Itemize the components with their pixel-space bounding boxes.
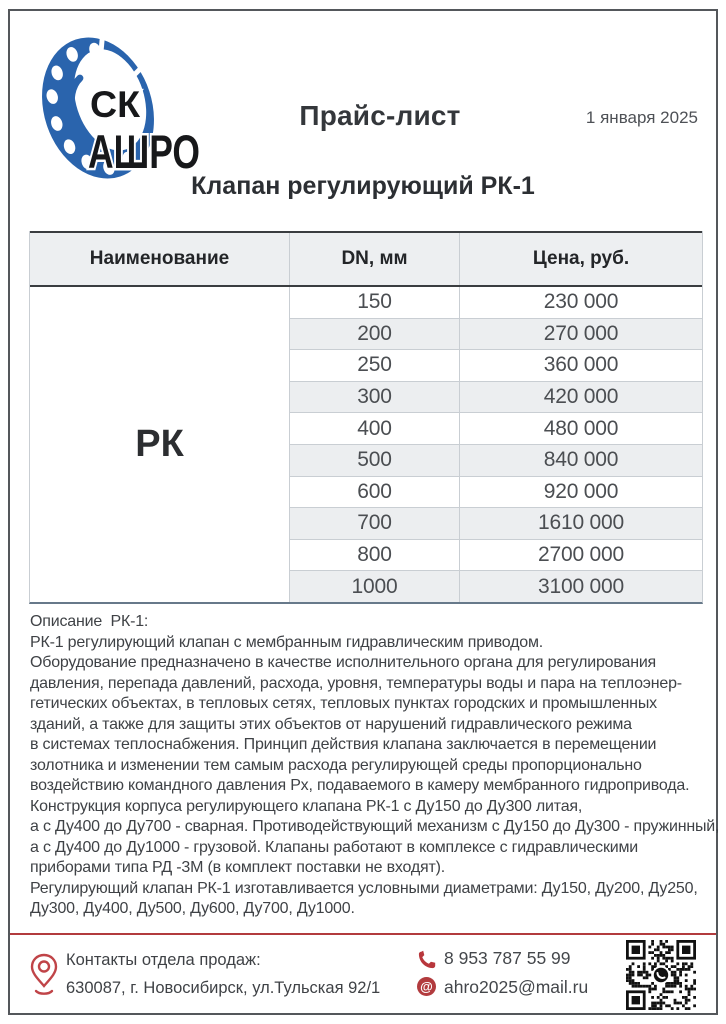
table-row	[290, 477, 702, 509]
price-value: 3100 000	[459, 571, 702, 602]
at-icon: @	[417, 977, 436, 996]
product-heading: Клапан регулирующий РК-1	[191, 172, 535, 200]
dn-value: 150	[357, 290, 392, 314]
dn-value: 500	[357, 448, 392, 472]
description	[30, 612, 719, 920]
contacts-label: Контакты отдела продаж:	[66, 951, 261, 969]
description-line: а с Ду400 до Ду700 - сварная. Противодействующий механизм с Ду150 до Ду300 - пружинный,	[30, 818, 720, 835]
logo-text-line2: АШРО	[88, 125, 200, 178]
price-table	[29, 231, 703, 604]
dn-value: 300	[357, 385, 392, 409]
phone-number: 8 953 787 55 99	[444, 948, 571, 968]
description-line: золотника и изменении тем самым расхода регулирующей среды пропорционально	[30, 756, 642, 774]
dn-value: 700	[357, 511, 392, 535]
qr-code	[626, 940, 696, 1010]
table-row	[290, 319, 702, 351]
logo-text-line1: СК	[90, 84, 141, 125]
description-line: Регулирующий клапан РК-1 изготавливается условными диаметрами: Ду150, Ду200, Ду250,	[30, 879, 698, 897]
column-header-dn: DN, мм	[289, 233, 459, 285]
column-header-price: Цена, руб.	[459, 233, 702, 285]
price-value: 480 000	[459, 413, 702, 444]
price-value: 270 000	[459, 319, 702, 350]
column-header-name: Наименование	[89, 248, 230, 269]
price-value: 2700 000	[459, 540, 702, 571]
description-line: зданий, а также для защиты этих объектов от нарушений гидравлического режима	[30, 715, 632, 733]
table-row	[290, 287, 702, 319]
description-line: приборами типа РД -3М (в комплект поставки не входят).	[30, 859, 445, 876]
price-value: 420 000	[459, 382, 702, 413]
dn-value: 1000	[351, 574, 398, 598]
description-line: Описание РК-1:	[30, 613, 149, 630]
date-label: 1 января 2025	[585, 108, 698, 127]
table-row	[290, 571, 702, 602]
table-row	[290, 382, 702, 414]
location-pin-icon	[28, 952, 60, 1000]
price-value: 360 000	[459, 350, 702, 381]
contacts-address: 630087, г. Новосибирск, ул.Тульская 92/1	[66, 979, 381, 997]
dn-value: 600	[357, 479, 392, 503]
description-line: гетических объектах, в тепловых сетях, тепловых пунктах городских и промышленных	[30, 695, 657, 712]
dn-value: 800	[357, 543, 392, 567]
phone-icon	[417, 950, 437, 970]
footer-divider	[10, 933, 716, 935]
email-address: ahro2025@mail.ru	[444, 977, 589, 997]
table-row	[290, 508, 702, 540]
description-line: Конструкция корпуса регулирующего клапана РК-1 с Ду150 до Ду300 литая,	[30, 797, 583, 815]
price-value: 920 000	[459, 477, 702, 508]
description-line: давления, перепада давлений, расхода, уровня, температуры воды и пара на теплоэнер-	[30, 674, 682, 692]
price-value: 840 000	[459, 445, 702, 476]
dn-value: 250	[357, 353, 392, 377]
price-value: 1610 000	[459, 508, 702, 539]
price-value: 230 000	[459, 287, 702, 318]
product-name-cell: РК	[30, 287, 289, 602]
description-line: а с Ду400 до Ду1000 - грузовой. Клапаны работают в комплексе с гидравлическими	[30, 838, 639, 856]
dn-value: 400	[357, 416, 392, 440]
table-row	[290, 350, 702, 382]
description-line: РК-1 регулирующий клапан с мембранным гидравлическим приводом.	[30, 633, 543, 651]
page-title: Прайс-лист	[299, 100, 461, 131]
description-line: воздействию командного давления Рх, подаваемого в камеру мембранного гидропривода.	[30, 777, 690, 794]
description-line: в системах теплоснабжения. Принцип действия клапана заключается в перемещении	[30, 736, 657, 753]
table-row	[290, 445, 702, 477]
dn-value: 200	[357, 321, 392, 345]
description-line: Оборудование предназначено в качестве исполнительного органа для регулирования	[30, 654, 657, 671]
table-rows	[289, 287, 702, 602]
table-header-row	[30, 231, 702, 287]
table-row	[290, 540, 702, 572]
description-line: Ду300, Ду400, Ду500, Ду600, Ду700, Ду1000.	[30, 900, 355, 917]
table-row	[290, 413, 702, 445]
company-logo	[32, 20, 232, 188]
